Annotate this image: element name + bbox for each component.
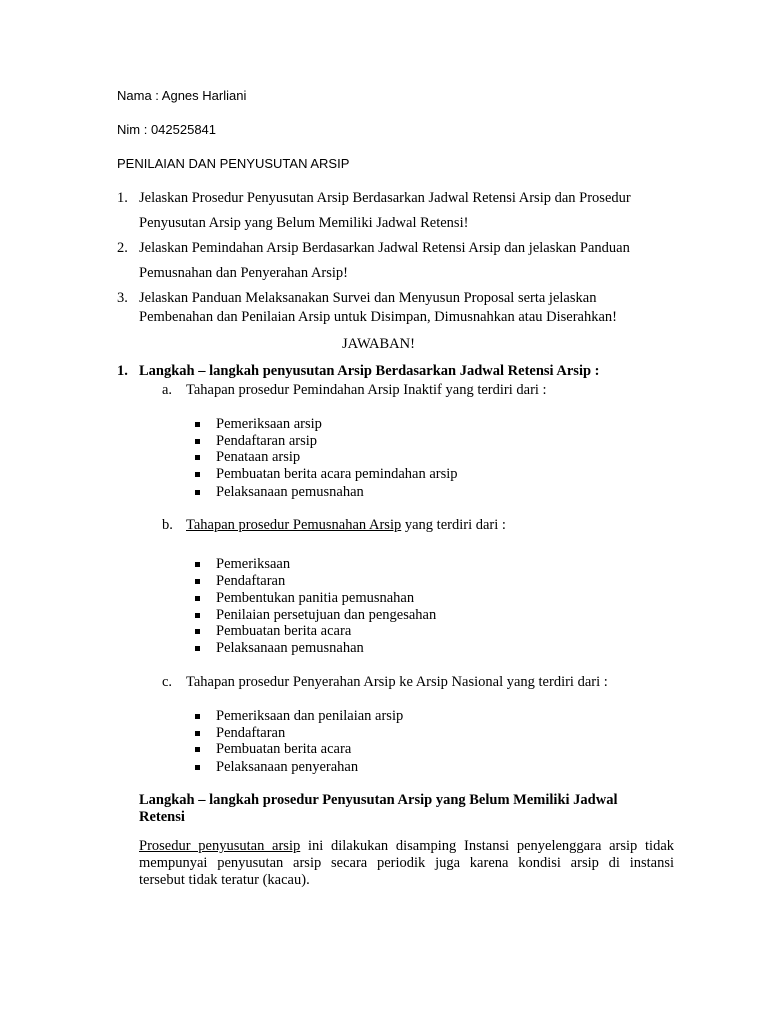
question-number: 1. (117, 190, 128, 206)
section-title: Tahapan prosedur Penyerahan Arsip ke Arsip Nasional yang terdiri dari : (186, 674, 608, 690)
answer-heading: Langkah – langkah penyusutan Arsip Berdasarkan Jadwal Retensi Arsip : (139, 363, 600, 379)
question-number: 2. (117, 240, 128, 256)
section-letter: c. (162, 674, 173, 690)
paragraph-underlined: Prosedur penyusutan arsip (139, 838, 301, 854)
list-item: Pembuatan berita acara (216, 741, 352, 757)
question-text: Pemusnahan dan Penyerahan Arsip! (139, 265, 348, 281)
student-nim: Nim : 042525841 (117, 122, 217, 137)
bullet-icon (195, 714, 200, 719)
bullet-icon (195, 439, 200, 444)
list-item: Pembuatan berita acara (216, 623, 352, 639)
section-title: Tahapan prosedur Pemindahan Arsip Inaktif yang terdiri dari : (186, 382, 547, 398)
bullet-icon (195, 747, 200, 752)
bullet-icon (195, 765, 200, 770)
list-item: Penilaian persetujuan dan pengesahan (216, 607, 437, 623)
bullet-icon (195, 646, 200, 651)
student-name: Nama : Agnes Harliani (117, 88, 247, 103)
list-item: Pendaftaran arsip (216, 433, 318, 449)
bullet-icon (195, 731, 200, 736)
bullet-icon (195, 472, 200, 477)
section-title-rest: yang terdiri dari : (401, 517, 506, 533)
section-letter: b. (162, 517, 173, 533)
subject-title: PENILAIAN DAN PENYUSUTAN ARSIP (117, 156, 350, 171)
paragraph-line: tersebut tidak teratur (kacau). (139, 872, 310, 888)
question-text: Pembenahan dan Penilaian Arsip untuk Disimpan, Dimusnahkan atau Diserahkan! (139, 309, 617, 325)
question-text: Jelaskan Pemindahan Arsip Berdasarkan Jadwal Retensi Arsip dan jelaskan Panduan (139, 240, 630, 256)
list-item: Pelaksanaan pemusnahan (216, 484, 364, 500)
section-title-underlined: Tahapan prosedur Pemusnahan Arsip (186, 517, 402, 533)
list-item: Pembentukan panitia pemusnahan (216, 590, 415, 606)
section-title (186, 517, 506, 534)
question-text: Jelaskan Prosedur Penyusutan Arsip Berdasarkan Jadwal Retensi Arsip dan Prosedur (139, 190, 631, 206)
paragraph-text: ini dilakukan disamping Instansi penyelenggara arsip tidak (300, 838, 674, 854)
bullet-icon (195, 562, 200, 567)
list-item: Pemeriksaan arsip (216, 416, 322, 432)
answer-number: 1. (117, 363, 128, 379)
section2-heading: Retensi (139, 809, 185, 825)
bullet-icon (195, 596, 200, 601)
section2-heading: Langkah – langkah prosedur Penyusutan Arsip yang Belum Memiliki Jadwal (139, 792, 618, 808)
section2-paragraph (139, 838, 674, 889)
list-item: Pelaksanaan penyerahan (216, 759, 359, 775)
bullet-icon (195, 455, 200, 460)
bullet-icon (195, 422, 200, 427)
bullet-icon (195, 490, 200, 495)
list-item: Pemeriksaan dan penilaian arsip (216, 708, 404, 724)
list-item: Pembuatan berita acara pemindahan arsip (216, 466, 458, 482)
question-number: 3. (117, 290, 128, 306)
list-item: Pendaftaran (216, 725, 286, 741)
paragraph-line: mempunyai penyusutan arsip secara periodik juga karena kondisi arsip di instansi (139, 855, 674, 871)
paragraph-line (139, 838, 674, 855)
bullet-icon (195, 613, 200, 618)
question-text: Penyusutan Arsip yang Belum Memiliki Jadwal Retensi! (139, 215, 469, 231)
question-text: Jelaskan Panduan Melaksanakan Survei dan Menyusun Proposal serta jelaskan (139, 290, 597, 306)
bullet-icon (195, 579, 200, 584)
list-item: Pendaftaran (216, 573, 286, 589)
list-item: Pelaksanaan pemusnahan (216, 640, 364, 656)
list-item: Penataan arsip (216, 449, 301, 465)
bullet-icon (195, 629, 200, 634)
list-item: Pemeriksaan (216, 556, 291, 572)
section-letter: a. (162, 382, 173, 398)
answer-title: JAWABAN! (342, 336, 415, 352)
